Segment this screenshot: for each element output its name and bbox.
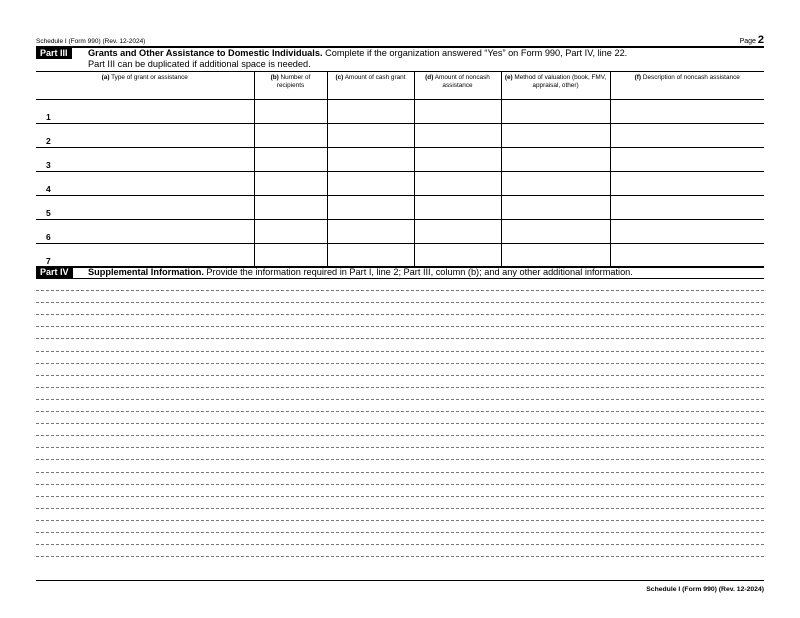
grant-cell-f[interactable] bbox=[610, 196, 764, 220]
grant-cell-c[interactable] bbox=[327, 220, 414, 244]
grant-row bbox=[36, 124, 764, 148]
grant-cell-a[interactable] bbox=[36, 196, 254, 220]
grant-cell-c[interactable] bbox=[327, 124, 414, 148]
row-number: 4 bbox=[46, 184, 51, 194]
supplemental-line[interactable] bbox=[36, 544, 764, 545]
grant-row bbox=[36, 196, 764, 220]
grants-table bbox=[36, 71, 764, 267]
column-header-f: (f) Description of noncash assistance bbox=[610, 71, 764, 100]
grant-cell-b[interactable] bbox=[254, 148, 327, 172]
grants-table-header bbox=[36, 71, 764, 100]
grant-row bbox=[36, 244, 764, 268]
row-number: 1 bbox=[46, 112, 51, 122]
part4-title-rest: Provide the information required in Part I, line 2; Part III, column (b); and any other additional information. bbox=[203, 267, 633, 277]
supplemental-line[interactable] bbox=[36, 484, 764, 485]
grant-cell-b[interactable] bbox=[254, 196, 327, 220]
row-number: 5 bbox=[46, 208, 51, 218]
supplemental-line[interactable] bbox=[36, 363, 764, 364]
supplemental-line[interactable] bbox=[36, 302, 764, 303]
supplemental-line[interactable] bbox=[36, 314, 764, 315]
grant-cell-d[interactable] bbox=[414, 148, 501, 172]
part3-title-bold: Grants and Other Assistance to Domestic Individuals. bbox=[88, 48, 323, 58]
grant-cell-f[interactable] bbox=[610, 148, 764, 172]
grant-cell-e[interactable] bbox=[501, 196, 610, 220]
grant-cell-e[interactable] bbox=[501, 220, 610, 244]
grant-row bbox=[36, 148, 764, 172]
part3-badge: Part III bbox=[36, 48, 72, 59]
grant-row bbox=[36, 100, 764, 124]
grant-cell-d[interactable] bbox=[414, 220, 501, 244]
grant-cell-b[interactable] bbox=[254, 220, 327, 244]
column-header-b: (b) Number of recipients bbox=[254, 71, 327, 100]
page-label: Page bbox=[739, 38, 756, 45]
grant-cell-a[interactable] bbox=[36, 220, 254, 244]
grant-cell-c[interactable] bbox=[327, 148, 414, 172]
grant-cell-d[interactable] bbox=[414, 196, 501, 220]
column-header-e: (e) Method of valuation (book, FMV, appraisal, other) bbox=[501, 71, 610, 100]
supplemental-line[interactable] bbox=[36, 520, 764, 521]
column-header-d: (d) Amount of noncash assistance bbox=[414, 71, 501, 100]
supplemental-line[interactable] bbox=[36, 532, 764, 533]
supplemental-line[interactable] bbox=[36, 399, 764, 400]
part4-header-rule bbox=[36, 278, 764, 279]
grant-cell-a[interactable] bbox=[36, 100, 254, 124]
grant-cell-b[interactable] bbox=[254, 100, 327, 124]
supplemental-line[interactable] bbox=[36, 496, 764, 497]
grant-cell-a[interactable] bbox=[36, 148, 254, 172]
form-id-header: Schedule I (Form 990) (Rev. 12-2024) bbox=[36, 38, 146, 45]
form-id-footer: Schedule I (Form 990) (Rev. 12-2024) bbox=[646, 586, 764, 593]
row-number: 7 bbox=[46, 256, 51, 266]
column-header-c: (c) Amount of cash grant bbox=[327, 71, 414, 100]
part3-title-rest: Complete if the organization answered “Yes” on Form 990, Part IV, line 22. bbox=[322, 48, 628, 58]
supplemental-line[interactable] bbox=[36, 375, 764, 376]
grant-cell-e[interactable] bbox=[501, 124, 610, 148]
grant-cell-e[interactable] bbox=[501, 148, 610, 172]
row-number: 3 bbox=[46, 160, 51, 170]
grant-cell-b[interactable] bbox=[254, 124, 327, 148]
part3-title bbox=[88, 48, 627, 70]
column-header-a: (a) Type of grant or assistance bbox=[36, 71, 254, 100]
supplemental-line[interactable] bbox=[36, 556, 764, 557]
grant-cell-e[interactable] bbox=[501, 244, 610, 268]
grant-cell-a[interactable] bbox=[36, 124, 254, 148]
supplemental-line[interactable] bbox=[36, 435, 764, 436]
row-number: 6 bbox=[46, 232, 51, 242]
part4-title bbox=[88, 267, 633, 278]
part3-title-line2: Part III can be duplicated if additional space is needed. bbox=[88, 59, 311, 69]
supplemental-line[interactable] bbox=[36, 351, 764, 352]
page-number-value: 2 bbox=[757, 34, 764, 46]
grant-row bbox=[36, 220, 764, 244]
grant-cell-c[interactable] bbox=[327, 172, 414, 196]
grant-cell-f[interactable] bbox=[610, 100, 764, 124]
supplemental-line[interactable] bbox=[36, 411, 764, 412]
grant-cell-b[interactable] bbox=[254, 244, 327, 268]
supplemental-line[interactable] bbox=[36, 459, 764, 460]
grant-cell-c[interactable] bbox=[327, 196, 414, 220]
grant-cell-f[interactable] bbox=[610, 244, 764, 268]
row-number: 2 bbox=[46, 136, 51, 146]
supplemental-line[interactable] bbox=[36, 447, 764, 448]
page-number bbox=[740, 34, 764, 46]
grant-row bbox=[36, 172, 764, 196]
supplemental-line[interactable] bbox=[36, 423, 764, 424]
supplemental-line[interactable] bbox=[36, 472, 764, 473]
grant-cell-b[interactable] bbox=[254, 172, 327, 196]
grant-cell-a[interactable] bbox=[36, 172, 254, 196]
grant-cell-f[interactable] bbox=[610, 124, 764, 148]
grant-cell-d[interactable] bbox=[414, 100, 501, 124]
grant-cell-a[interactable] bbox=[36, 244, 254, 268]
grant-cell-f[interactable] bbox=[610, 172, 764, 196]
footer-rule bbox=[36, 580, 764, 581]
part4-badge: Part IV bbox=[36, 267, 73, 278]
part4-title-bold: Supplemental Information. bbox=[88, 267, 204, 277]
supplemental-line[interactable] bbox=[36, 387, 764, 388]
supplemental-line[interactable] bbox=[36, 338, 764, 339]
supplemental-line[interactable] bbox=[36, 290, 764, 291]
grant-cell-e[interactable] bbox=[501, 100, 610, 124]
grant-cell-d[interactable] bbox=[414, 172, 501, 196]
grant-cell-d[interactable] bbox=[414, 124, 501, 148]
grant-cell-e[interactable] bbox=[501, 172, 610, 196]
supplemental-line[interactable] bbox=[36, 326, 764, 327]
grant-cell-c[interactable] bbox=[327, 244, 414, 268]
grant-cell-d[interactable] bbox=[414, 244, 501, 268]
grant-cell-f[interactable] bbox=[610, 220, 764, 244]
supplemental-line[interactable] bbox=[36, 508, 764, 509]
grant-cell-c[interactable] bbox=[327, 100, 414, 124]
